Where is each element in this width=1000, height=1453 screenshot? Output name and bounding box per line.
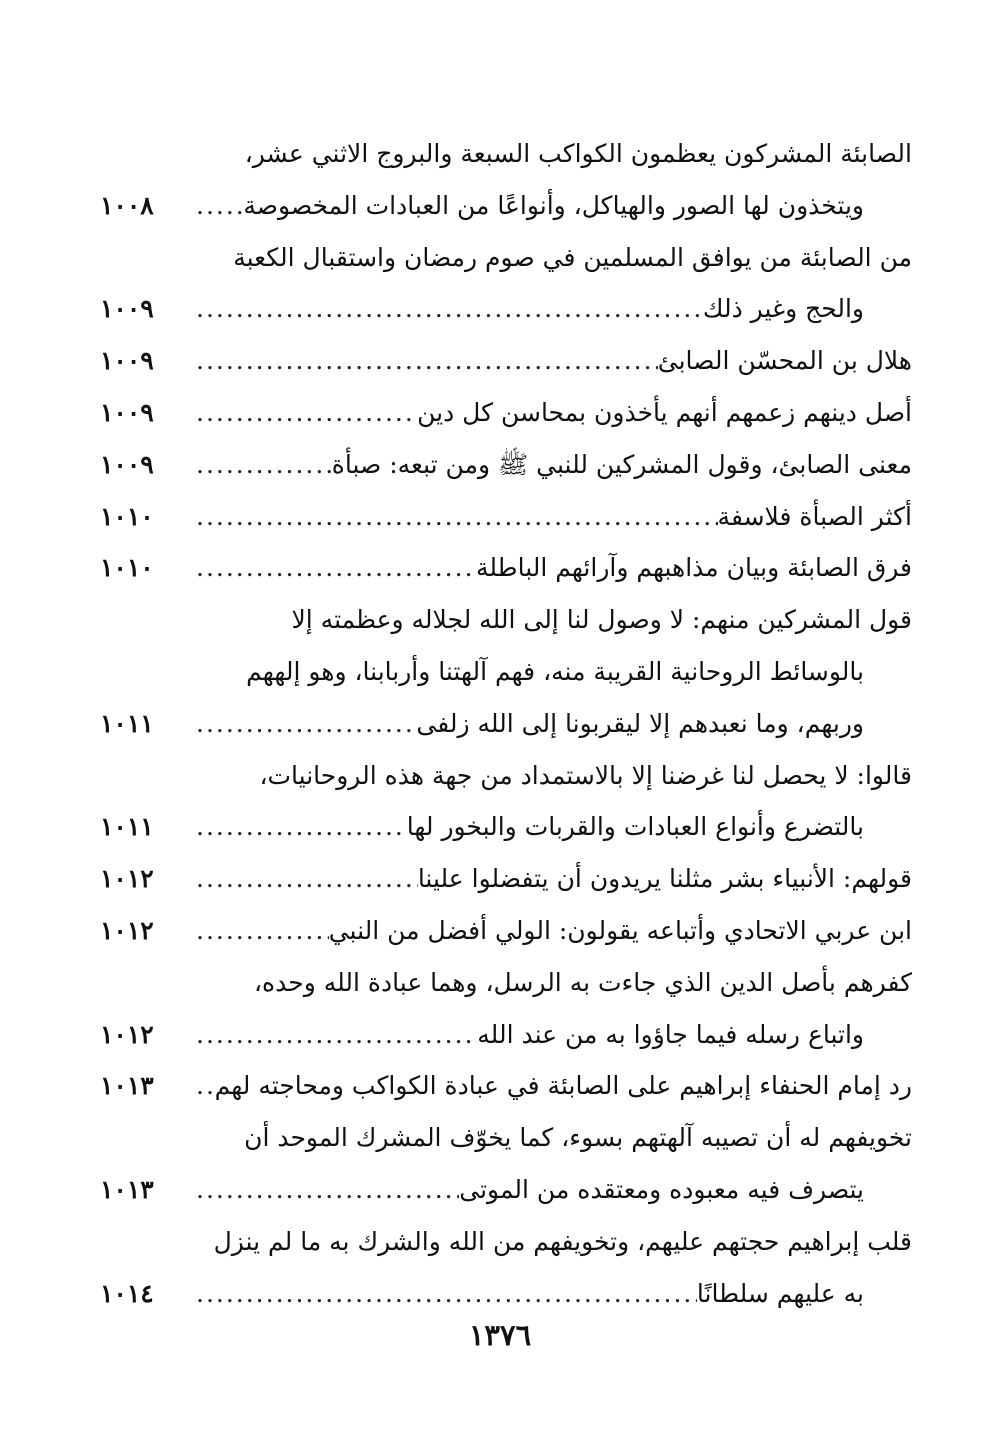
dot-leader (190, 180, 243, 232)
dot-leader (190, 542, 476, 594)
entry-text: ويتخذون لها الصور والهياكل، وأنواعًا من العبادات المخصوصة (243, 190, 864, 220)
index-entry (100, 646, 912, 698)
entry-text: هلال بن المحسّن الصابئ (657, 346, 912, 376)
dot-leader (190, 1009, 477, 1061)
entry-page-number: ١٠١٢ (100, 1019, 154, 1049)
index-entry (100, 335, 912, 387)
index-entry (100, 1164, 912, 1216)
index-entry (100, 905, 912, 957)
entry-text: أصل دينهم زعمهم أنهم يأخذون بمحاسن كل دين (417, 397, 912, 427)
dot-leader (190, 905, 329, 957)
entry-text: والحج وغير ذلك (702, 294, 864, 324)
entry-page-number: ١٠٠٩ (100, 449, 154, 479)
dot-leader (190, 491, 718, 543)
dot-leader (190, 801, 407, 853)
dot-leader (190, 1164, 459, 1216)
index-entry (100, 1216, 912, 1268)
entry-text: فرق الصابئة وبيان مذاهبهم وآرائهم الباطلة (476, 553, 912, 583)
entry-page-number: ١٠٠٩ (100, 397, 154, 427)
index-entry (100, 1268, 912, 1320)
index-entry (100, 232, 912, 284)
entry-text: معنى الصابئ، وقول المشركين للنبي ﷺ ومن تبعه: صبأة (331, 449, 912, 479)
index-entry (100, 180, 912, 232)
entry-page-number: ١٠١٣ (100, 1174, 154, 1204)
dot-leader (190, 1268, 697, 1320)
index-entry (100, 1009, 912, 1061)
entry-text: بالتضرع وأنواع العبادات والقربات والبخور لها (406, 812, 864, 842)
entry-page-number: ١٠١٢ (100, 864, 154, 894)
dot-leader (190, 335, 658, 387)
entry-page-number: ١٠١١ (100, 812, 154, 842)
index-entry (100, 594, 912, 646)
index-entry (100, 1112, 912, 1164)
entry-text: ابن عربي الاتحادي وأتباعه يقولون: الولي أفضل من النبي (328, 915, 912, 945)
index-entry (100, 387, 912, 439)
entry-text: به عليهم سلطانًا (696, 1278, 864, 1308)
entry-page-number: ١٠٠٩ (100, 294, 154, 324)
index-entry (100, 542, 912, 594)
dot-leader (190, 439, 332, 491)
dot-leader (190, 853, 418, 905)
index-entry (100, 439, 912, 491)
entry-text: كفرهم بأصل الدين الذي جاءت به الرسل، وهما عبادة الله وحده، (253, 967, 912, 997)
index-entry (100, 1060, 912, 1112)
entry-page-number: ١٠١٣ (100, 1071, 154, 1101)
entry-page-number: ١٠١٢ (100, 915, 154, 945)
index-entry (100, 698, 912, 750)
entry-text: الصابئة المشركون يعظمون الكواكب السبعة والبروج الاثني عشر، (244, 139, 912, 168)
entry-text: قولهم: الأنبياء بشر مثلنا يريدون أن يتفضلوا علينا (417, 864, 912, 894)
index-entry (100, 283, 912, 335)
dot-leader (190, 1060, 215, 1112)
entry-text: وربهم، وما نعبدهم إلا ليقربونا إلى الله زلفى (416, 708, 864, 738)
dot-leader (190, 698, 416, 750)
entry-text: من الصابئة من يوافق المسلمين في صوم رمضان واستقبال الكعبة (233, 242, 912, 272)
entry-page-number: ١٠١١ (100, 708, 154, 738)
entry-text: واتباع رسله فيما جاؤوا به من عند الله (477, 1019, 864, 1049)
dot-leader (190, 283, 703, 335)
page-number: ١٣٧٦ (468, 1318, 532, 1352)
entry-text: تخويفهم له أن تصيبه آلهتهم بسوء، كما يخوّف المشرك الموحد أن (244, 1123, 912, 1153)
index-page (100, 128, 912, 1368)
entry-text: قالوا: لا يحصل لنا غرضنا إلا بالاستمداد من جهة هذه الروحانيات، (259, 760, 912, 790)
entry-text: يتصرف فيه معبوده ومعتقده من الموتى (459, 1174, 864, 1204)
entry-text: رد إمام الحنفاء إبراهيم على الصابئة في عبادة الكواكب ومحاجته لهم (214, 1071, 912, 1101)
entry-page-number: ١٠١٤ (100, 1278, 154, 1308)
entry-text: قول المشركين منهم: لا وصول لنا إلى الله لجلاله وعظمته إلا (291, 605, 912, 635)
entry-page-number: ١٠٠٩ (100, 346, 154, 376)
index-entry (100, 128, 912, 180)
index-entry (100, 801, 912, 853)
entry-text: بالوسائط الروحانية القريبة منه، فهم آلهتنا وأربابنا، وهو إلههم (246, 656, 864, 686)
index-entry (100, 957, 912, 1009)
entry-text: أكثر الصبأة فلاسفة (717, 501, 912, 531)
dot-leader (190, 387, 417, 439)
index-entry (100, 750, 912, 802)
entry-page-number: ١٠١٠ (100, 501, 154, 531)
entry-page-number: ١٠١٠ (100, 553, 154, 583)
entry-text: قلب إبراهيم حجتهم عليهم، وتخويفهم من الله والشرك به ما لم ينزل (213, 1226, 912, 1256)
index-entry (100, 491, 912, 543)
entry-page-number: ١٠٠٨ (100, 190, 154, 220)
index-entry (100, 853, 912, 905)
